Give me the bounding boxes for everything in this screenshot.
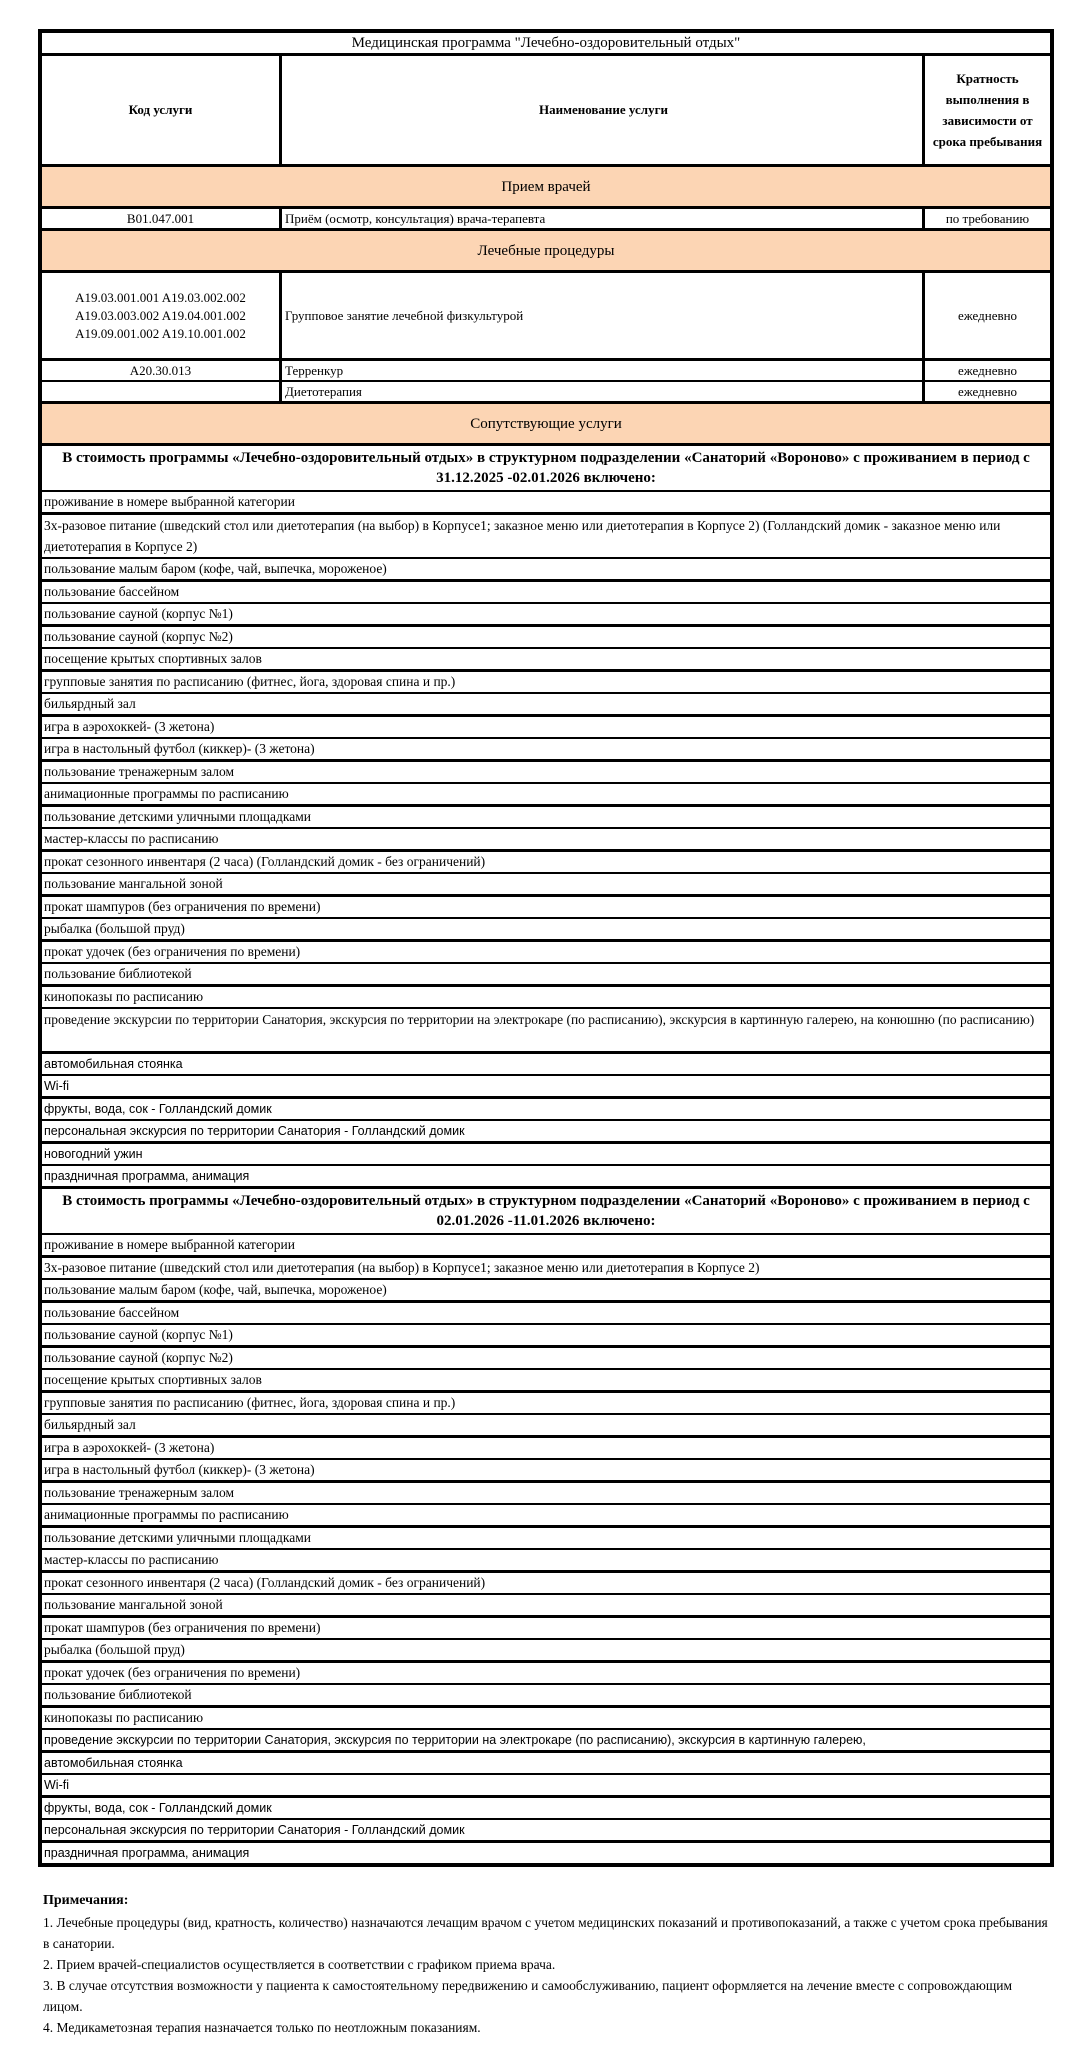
section-doctors — [42, 164, 1050, 206]
included-item: кинопоказы по расписанию — [44, 989, 204, 1004]
included-item-row — [42, 1164, 1050, 1186]
included-item: пользование тренажерным залом — [44, 1485, 235, 1500]
column-header-name: Наименование услуги — [282, 56, 925, 164]
included-item-row — [42, 1660, 1050, 1683]
included-item-row — [42, 894, 1050, 917]
period2-header-row — [42, 1186, 1050, 1233]
included-item-row — [42, 1233, 1050, 1255]
section-accompanying — [42, 401, 1050, 443]
included-item-row — [42, 1773, 1050, 1795]
period1-list — [42, 490, 1050, 1186]
included-item-row — [42, 872, 1050, 894]
included-item: пользование мангальной зоной — [44, 1597, 223, 1612]
included-item-row — [42, 647, 1050, 669]
included-item: пользование малым баром (кофе, чай, выпечка, мороженое) — [44, 561, 387, 576]
included-item-row — [42, 1007, 1050, 1051]
included-item: 3х-разовое питание (шведский стол или диетотерапия (на выбор) в Корпусе1; заказное меню или диетотерапия в Корпусе 2) (Голландский домик - заказное меню или диетотерапия в Корпусе 2) — [44, 518, 1001, 554]
included-item: прокат шампуров (без ограничения по времени) — [44, 1620, 321, 1635]
included-item-row — [42, 782, 1050, 804]
included-item: рыбалка (большой пруд) — [44, 1642, 185, 1657]
included-item: новогодний ужин — [44, 1147, 143, 1161]
included-item-row — [42, 602, 1050, 624]
section-title: Прием врачей — [501, 178, 591, 195]
included-item: игра в аэрохоккей- (3 жетона) — [44, 1440, 215, 1455]
included-item-row — [42, 669, 1050, 692]
period1-header: В стоимость программы «Лечебно-оздоровительный отдых» в структурном подразделении «Санаторий «Вороново» с проживанием в период с 31.12.2025 -02.01.2026 включено: — [62, 450, 1030, 486]
included-item-row — [42, 692, 1050, 714]
included-item-row — [42, 1435, 1050, 1458]
notes-block — [43, 1890, 1053, 2038]
included-item: пользование сауной (корпус №1) — [44, 1327, 233, 1342]
included-item: фрукты, вода, сок - Голландский домик — [44, 1801, 272, 1815]
included-item: пользование библиотекой — [44, 966, 192, 981]
included-item: игра в настольный футбол (киккер)- (3 жетона) — [44, 1462, 315, 1477]
service-row — [42, 206, 1050, 228]
column-header-code: Код услуги — [42, 56, 282, 164]
included-item-row — [42, 1593, 1050, 1615]
included-item-row — [42, 1638, 1050, 1660]
service-code — [42, 382, 282, 401]
included-item: автомобильная стоянка — [44, 1756, 183, 1770]
included-item: пользование бассейном — [44, 584, 180, 599]
included-item-row — [42, 939, 1050, 962]
service-name: Приём (осмотр, консультация) врача-терапевта — [282, 209, 925, 228]
included-item: игра в настольный футбол (киккер)- (3 жетона) — [44, 741, 315, 756]
included-item: пользование бассейном — [44, 1305, 180, 1320]
included-item: праздничная программа, анимация — [44, 1846, 250, 1860]
included-item-row — [42, 1141, 1050, 1164]
included-item-row — [42, 1818, 1050, 1840]
included-item: проживание в номере выбранной категории — [44, 1237, 295, 1252]
included-item: пользование детскими уличными площадками — [44, 1530, 311, 1545]
notes-title: Примечания: — [43, 1893, 129, 1908]
period2-list — [42, 1233, 1050, 1863]
included-item-row — [42, 1683, 1050, 1705]
included-item-row — [42, 1525, 1050, 1548]
included-item: прокат сезонного инвентаря (2 часа) (Голландский домик - без ограничений) — [44, 1575, 486, 1590]
included-item-row — [42, 1458, 1050, 1480]
included-item: Wi-fi — [44, 1079, 69, 1093]
service-code: B01.047.001 — [42, 209, 282, 228]
service-frequency: ежедневно — [957, 362, 1018, 378]
included-item-row — [42, 917, 1050, 939]
service-name: Терренкур — [282, 361, 925, 380]
included-item-row — [42, 1051, 1050, 1074]
included-item-row — [42, 1728, 1050, 1750]
included-item-row — [42, 512, 1050, 557]
included-item-row — [42, 1705, 1050, 1728]
service-name: Групповое занятие лечебной физкультурой — [282, 273, 925, 358]
table-title-row — [42, 33, 1050, 53]
included-item: посещение крытых спортивных залов — [44, 1372, 262, 1387]
service-row — [42, 380, 1050, 401]
period1-header-row — [42, 443, 1050, 490]
included-item-row — [42, 1300, 1050, 1323]
included-item: анимационные программы по расписанию — [44, 1507, 289, 1522]
section-title: Лечебные процедуры — [477, 242, 615, 259]
note-item: 4. Медикаметозная терапия назначается только по неотложным показаниям. — [43, 2020, 481, 2035]
included-item: пользование детскими уличными площадками — [44, 809, 311, 824]
included-item: бильярдный зал — [44, 696, 136, 711]
included-item-row — [42, 1413, 1050, 1435]
included-item-row — [42, 1390, 1050, 1413]
service-code: A19.03.001.001 A19.03.002.002 A19.03.003.002 A19.04.001.002 A19.09.001.002 A19.10.001.002 — [42, 273, 282, 358]
included-item: прокат сезонного инвентаря (2 часа) (Голландский домик - без ограничений) — [44, 854, 486, 869]
service-row — [42, 270, 1050, 358]
included-item-row — [42, 1278, 1050, 1300]
included-item: рыбалка (большой пруд) — [44, 921, 185, 936]
included-item: фрукты, вода, сок - Голландский домик — [44, 1102, 272, 1116]
included-item-row — [42, 1368, 1050, 1390]
included-item-row — [42, 624, 1050, 647]
included-item-row — [42, 1570, 1050, 1593]
included-item: бильярдный зал — [44, 1417, 136, 1432]
service-code: A20.30.013 — [42, 361, 282, 380]
section-procedures — [42, 228, 1050, 270]
note-item: 1. Лечебные процедуры (вид, кратность, количество) назначаются лечащим врачом с учетом медицинских показаний и противопоказаний, а также с учетом срока пребывания в санатории. — [43, 1915, 1048, 1951]
service-name: Диетотерапия — [282, 382, 925, 401]
service-frequency: ежедневно — [957, 307, 1018, 323]
included-item: автомобильная стоянка — [44, 1057, 183, 1071]
included-item: прокат шампуров (без ограничения по времени) — [44, 899, 321, 914]
included-item-row — [42, 1840, 1050, 1863]
included-item: пользование сауной (корпус №1) — [44, 606, 233, 621]
included-item: проведение экскурсии по территории Санатория, экскурсия по территории на электрокаре (по расписанию), экскурсия в картинную галерею, — [44, 1733, 866, 1747]
included-item: пользование сауной (корпус №2) — [44, 1350, 233, 1365]
period2-header: В стоимость программы «Лечебно-оздоровительный отдых» в структурном подразделении «Санаторий «Вороново» с проживанием в период с 02.01.2026 -11.01.2026 включено: — [62, 1193, 1030, 1229]
included-item-row — [42, 1345, 1050, 1368]
service-frequency: ежедневно — [957, 383, 1018, 399]
included-item-row — [42, 1119, 1050, 1141]
included-item-row — [42, 1480, 1050, 1503]
included-item-row — [42, 759, 1050, 782]
included-item-row — [42, 490, 1050, 512]
included-item: Wi-fi — [44, 1778, 69, 1792]
included-item-row — [42, 849, 1050, 872]
included-item: пользование библиотекой — [44, 1687, 192, 1702]
included-item-row — [42, 1750, 1050, 1773]
included-item: проживание в номере выбранной категории — [44, 494, 295, 509]
included-item: посещение крытых спортивных залов — [44, 651, 262, 666]
included-item: групповые занятия по расписанию (фитнес, йога, здоровая спина и пр.) — [44, 674, 456, 689]
included-item: проведение экскурсии по территории Санатория, экскурсия по территории на электрокаре (по расписанию), экскурсия в картинную галерею, на конюшню (по расписанию) — [44, 1012, 1035, 1027]
included-item: прокат удочек (без ограничения по времени) — [44, 944, 301, 959]
included-item-row — [42, 1074, 1050, 1096]
included-item-row — [42, 1795, 1050, 1818]
included-item-row — [42, 1096, 1050, 1119]
column-header-frequency: Кратность выполнения в зависимости от срока пребывания — [932, 71, 1043, 149]
service-row — [42, 358, 1050, 380]
included-item: кинопоказы по расписанию — [44, 1710, 204, 1725]
note-item: 3. В случае отсутствия возможности у пациента к самостоятельному передвижению и самообслуживанию, пациент оформляется на лечение вместе с сопровождающим лицом. — [43, 1978, 1013, 2014]
included-item-row — [42, 579, 1050, 602]
included-item: мастер-классы по расписанию — [44, 1552, 219, 1567]
included-item-row — [42, 1255, 1050, 1278]
included-item: мастер-классы по расписанию — [44, 831, 219, 846]
program-table — [38, 29, 1054, 1867]
included-item-row — [42, 984, 1050, 1007]
note-item: 2. Прием врачей-специалистов осуществляется в соответствии с графиком приема врача. — [43, 1957, 556, 1972]
included-item: пользование малым баром (кофе, чай, выпечка, мороженое) — [44, 1282, 387, 1297]
included-item: анимационные программы по расписанию — [44, 786, 289, 801]
program-title: Медицинская программа "Лечебно-оздоровительный отдых" — [351, 35, 741, 51]
included-item: прокат удочек (без ограничения по времени) — [44, 1665, 301, 1680]
included-item: пользование сауной (корпус №2) — [44, 629, 233, 644]
included-item-row — [42, 827, 1050, 849]
included-item-row — [42, 1548, 1050, 1570]
included-item-row — [42, 1615, 1050, 1638]
included-item: 3х-разовое питание (шведский стол или диетотерапия (на выбор) в Корпусе1; заказное меню или диетотерапия в Корпусе 2) — [44, 1260, 760, 1275]
column-header-row — [42, 53, 1050, 164]
included-item-row — [42, 962, 1050, 984]
included-item-row — [42, 714, 1050, 737]
included-item: групповые занятия по расписанию (фитнес, йога, здоровая спина и пр.) — [44, 1395, 456, 1410]
included-item-row — [42, 737, 1050, 759]
service-frequency: по требованию — [945, 210, 1030, 226]
included-item: пользование мангальной зоной — [44, 876, 223, 891]
included-item: персональная экскурсия по территории Санатория - Голландский домик — [44, 1124, 465, 1138]
included-item: пользование тренажерным залом — [44, 764, 235, 779]
included-item-row — [42, 557, 1050, 579]
included-item-row — [42, 1323, 1050, 1345]
section-title: Сопутствующие услуги — [470, 415, 622, 432]
included-item: праздничная программа, анимация — [44, 1169, 250, 1183]
included-item-row — [42, 1503, 1050, 1525]
included-item: игра в аэрохоккей- (3 жетона) — [44, 719, 215, 734]
included-item: персональная экскурсия по территории Санатория - Голландский домик — [44, 1823, 465, 1837]
included-item-row — [42, 804, 1050, 827]
